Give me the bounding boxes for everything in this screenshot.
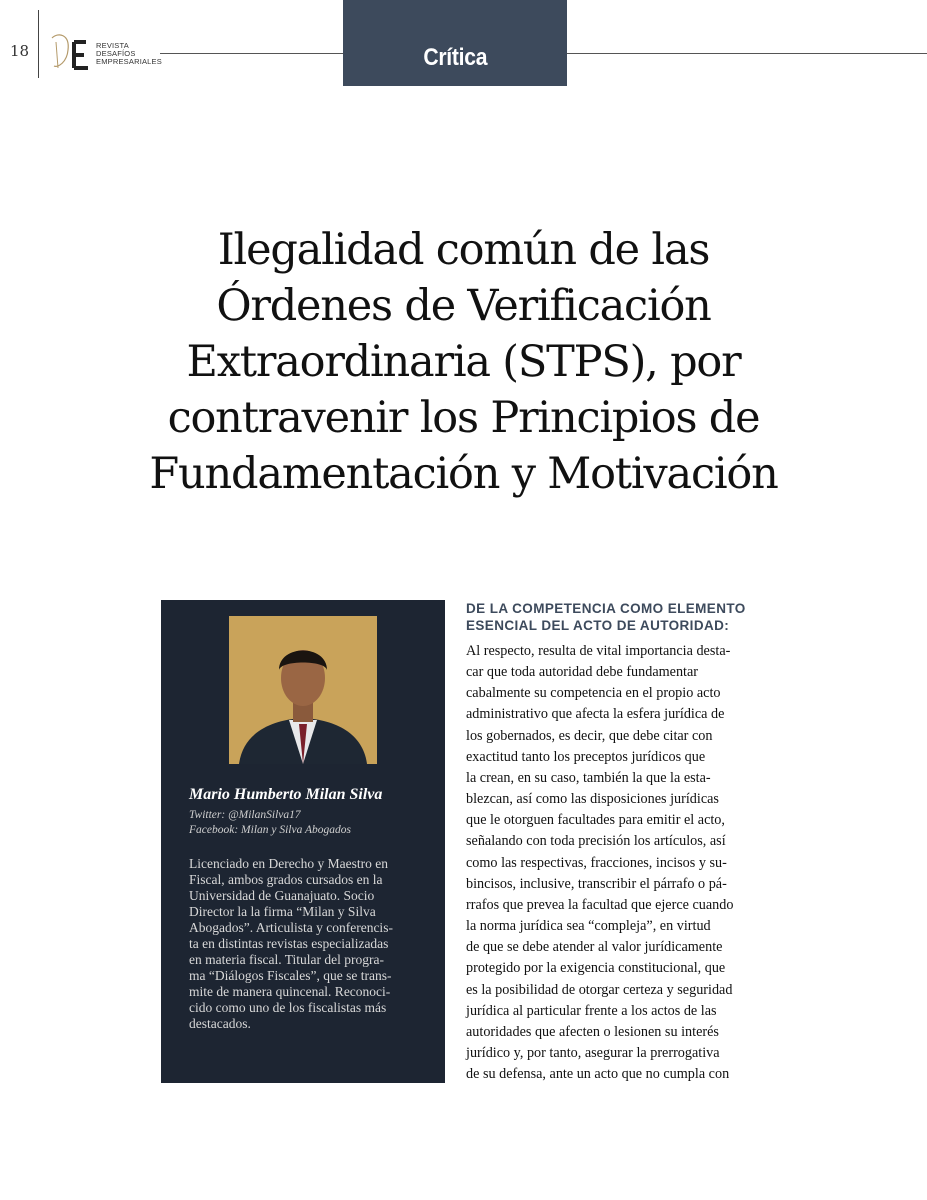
bio-line: ma “Diálogos Fiscales”, que se trans- <box>189 968 392 983</box>
bio-line: Universidad de Guanajuato. Socio <box>189 888 375 903</box>
author-twitter: Twitter: @MilanSilva17 <box>189 809 301 821</box>
body-line: cabalmente su competencia en el propio acto <box>466 685 721 702</box>
bio-line: cido como uno de los fiscalistas más <box>189 1000 387 1015</box>
article-body <box>466 641 756 1085</box>
body-line: jurídica al particular frente a los actos de las <box>466 1002 717 1019</box>
body-line: autoridades que afecten o lesionen su interés <box>466 1023 719 1040</box>
page-number: 18 <box>10 42 30 60</box>
body-line: la crean, en su caso, también la que la esta- <box>466 769 711 786</box>
body-line: de su defensa, ante un acto que no cumpla con <box>466 1066 730 1083</box>
title-line: Extraordinaria (STPS), por <box>186 337 741 387</box>
bio-line: destacados. <box>189 1016 251 1031</box>
magazine-logo <box>48 28 162 78</box>
body-line: jurídico y, por tanto, asegurar la prerrogativa <box>466 1044 720 1061</box>
heading-line: ESENCIAL DEL ACTO DE AUTORIDAD: <box>466 618 730 633</box>
title-line: Órdenes de Verificación <box>216 281 711 331</box>
author-facebook: Facebook: Milan y Silva Abogados <box>189 824 352 836</box>
section-tab <box>343 0 567 86</box>
bio-line: mite de manera quincenal. Reconoci- <box>189 984 391 999</box>
body-line: administrativo que afecta la esfera jurídica de <box>466 706 725 723</box>
logo-line: REVISTA <box>96 41 129 50</box>
author-social <box>189 808 351 838</box>
body-line: blezcan, así como las disposiciones jurídicas <box>466 791 719 808</box>
body-line: de que se debe atender al valor jurídicamente <box>466 939 723 956</box>
title-line: contravenir los Principios de <box>167 393 760 443</box>
author-box <box>161 600 445 1083</box>
bio-line: en materia fiscal. Titular del progra- <box>189 952 384 967</box>
author-name: Mario Humberto Milan Silva <box>189 786 383 803</box>
bio-line: Licenciado en Derecho y Maestro en <box>189 856 389 871</box>
logo-wordmark <box>96 42 162 66</box>
logo-line: DESAFÍOS <box>96 49 136 58</box>
body-line: señalando con toda precisión los artículos, así <box>466 833 726 850</box>
body-line: los gobernados, es decir, que debe citar con <box>466 727 713 744</box>
header-rule-left <box>160 53 343 54</box>
bio-line: Abogados”. Articulista y conferencis- <box>189 920 393 935</box>
author-bio <box>189 856 423 1032</box>
body-line: que le otorguen facultades para emitir el acto, <box>466 812 725 829</box>
author-portrait-icon <box>229 616 377 764</box>
logo-line: EMPRESARIALES <box>96 57 162 66</box>
bio-line: Director la la firma “Milan y Silva <box>189 904 376 919</box>
body-line: car que toda autoridad debe fundamentar <box>466 664 699 681</box>
bio-line: Fiscal, ambos grados cursados en la <box>189 872 383 887</box>
heading-line: DE LA COMPETENCIA COMO ELEMENTO <box>466 601 746 616</box>
body-line: como las respectivas, fracciones, incisos y su- <box>466 854 727 871</box>
body-line: protegido por la exigencia constitucional, que <box>466 960 726 977</box>
section-label: Crítica <box>423 44 487 71</box>
article-title <box>60 222 867 502</box>
title-line: Fundamentación y Motivación <box>149 449 778 499</box>
body-line: Al respecto, resulta de vital importancia desta- <box>466 643 731 659</box>
title-line: Ilegalidad común de las <box>217 225 710 275</box>
body-line: bincisos, inclusive, transcribir el párrafo o pá- <box>466 875 727 892</box>
section-heading <box>466 600 766 634</box>
body-line: exactitud tanto los preceptos jurídicos que <box>466 748 706 765</box>
body-line: la norma jurídica sea “compleja”, en virtud <box>466 918 711 935</box>
body-line: es la posibilidad de otorgar certeza y seguridad <box>466 981 733 998</box>
body-line: rrafos que prevea la facultad que ejerce cuando <box>466 896 734 913</box>
header-rule-right <box>567 53 927 54</box>
bio-line: ta en distintas revistas especializadas <box>189 936 389 951</box>
author-photo <box>229 616 377 764</box>
header-divider <box>38 10 39 78</box>
de-monogram-icon <box>48 28 94 74</box>
